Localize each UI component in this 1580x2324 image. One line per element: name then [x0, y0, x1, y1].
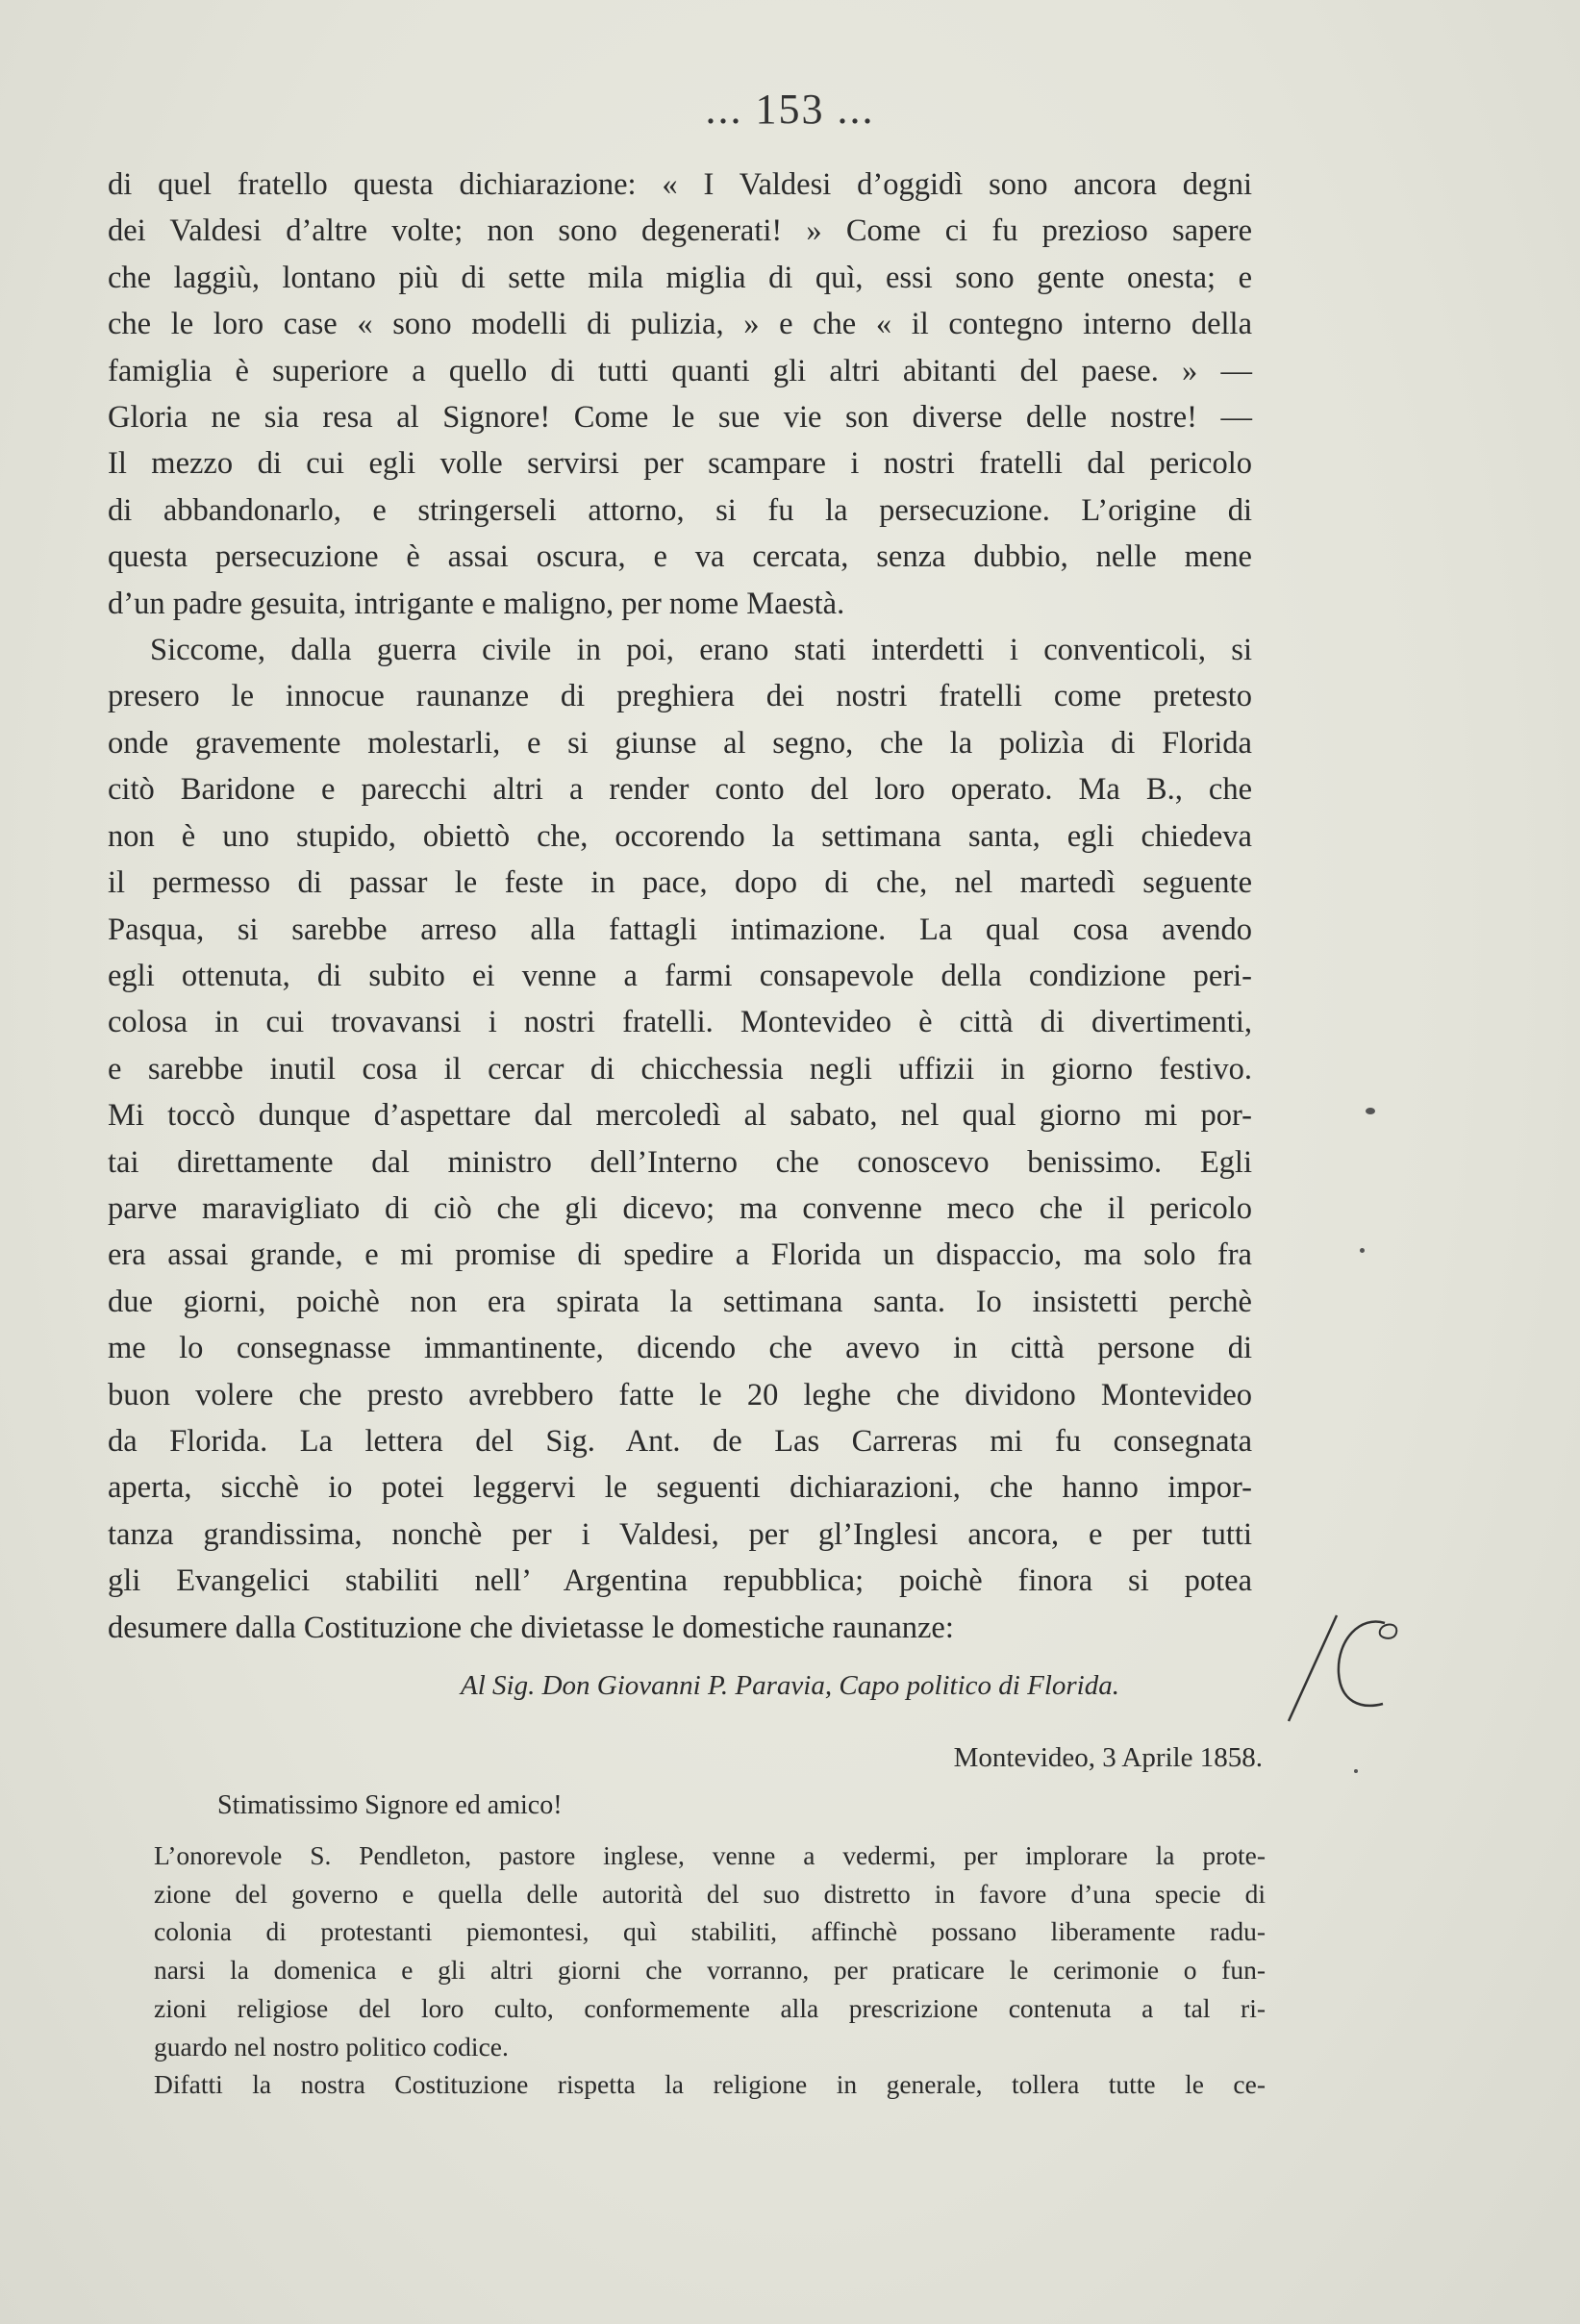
text-line: questa persecuzione è assai oscura, e va cercata, senza dubbio, nelle mene [108, 539, 1252, 575]
margin-dot [1360, 1248, 1365, 1253]
text-line: gli Evangelici stabiliti nell’ Argentina repubblica; poichè finora si potea [108, 1563, 1252, 1599]
text-line: e sarebbe inutil cosa il cercar di chicchessia negli uffizii in giorno festivo. [108, 1051, 1252, 1087]
text-line: era assai grande, e mi promise di spedire a Florida un dispaccio, ma solo fra [108, 1237, 1252, 1273]
text-line: colonia di protestanti piemontesi, quì stabiliti, affinchè possano liberamente radu- [154, 1916, 1266, 1947]
text-line: L’onorevole S. Pendleton, pastore inglese, venne a vedermi, per implorare la prote- [154, 1840, 1266, 1870]
letter-dateline: Montevideo, 3 Aprile 1858. [953, 1742, 1263, 1773]
text-line: colosa in cui trovavansi i nostri fratelli. Montevideo è città di divertimenti, [108, 1005, 1252, 1040]
text-line: citò Baridone e parecchi altri a render conto del loro operato. Ma B., che [108, 772, 1252, 808]
margin-dot [1366, 1108, 1375, 1114]
text-line: zione del governo e quella delle autorità del suo distretto in favore d’una specie di [154, 1878, 1266, 1909]
text-line: me lo consegnasse immantinente, dicendo che avevo in città persone di [108, 1331, 1252, 1366]
text-line: da Florida. La lettera del Sig. Ant. de Las Carreras mi fu consegnata [108, 1423, 1252, 1459]
text-line: parve maravigliato di ciò che gli dicevo; ma convenne meco che il pericolo [108, 1190, 1252, 1226]
text-line: il permesso di passar le feste in pace, dopo di che, nel martedì seguente [108, 865, 1252, 901]
text-line: non è uno stupido, obiettò che, occorendo la settimana santa, egli chiedeva [108, 818, 1252, 854]
text-line: aperta, sicchè io potei leggervi le seguenti dichiarazioni, che hanno impor- [108, 1470, 1252, 1506]
text-line: Pasqua, si sarebbe arreso alla fattagli intimazione. La qual cosa avendo [108, 912, 1252, 947]
text-line: zioni religiose del loro culto, conformemente alla prescrizione contenuta a tal ri- [154, 1992, 1266, 2023]
text-line: Il mezzo di cui egli volle servirsi per scampare i nostri fratelli dal pericolo [108, 446, 1252, 482]
text-line: tai direttamente dal ministro dell’Interno che conoscevo benissimo. Egli [108, 1144, 1252, 1180]
pencil-annotation-icon [1269, 1596, 1414, 1740]
text-line: d’un padre gesuita, intrigante e maligno, per nome Maestà. [108, 586, 845, 621]
text-line: buon volere che presto avrebbero fatte le 20 leghe che dividono Montevideo [108, 1377, 1252, 1412]
text-line: due giorni, poichè non era spirata la settimana santa. Io insistetti perchè [108, 1284, 1252, 1319]
paragraph-2 [108, 627, 1252, 1651]
text-line: Mi toccò dunque d’aspettare dal mercoledì al sabato, nel qual giorno mi por- [108, 1098, 1252, 1134]
text-line: desumere dalla Costituzione che divietasse le domestiche raunanze: [108, 1610, 954, 1645]
text-line: narsi la domenica e gli altri giorni che vorranno, per praticare le cerimonie o fun- [154, 1955, 1266, 1986]
text-line: Difatti la nostra Costituzione rispetta la religione in generale, tollera tutte le ce- [154, 2069, 1266, 2100]
text-line: che laggiù, lontano più di sette mila miglia di quì, essi sono gente onesta; e [108, 260, 1252, 295]
text-line: guardo nel nostro politico codice. [154, 2031, 509, 2062]
text-line: egli ottenuta, di subito ei venne a farmi consapevole della condizione peri- [108, 958, 1252, 993]
text-line: Siccome, dalla guerra civile in poi, erano stati interdetti i conventicoli, si [150, 633, 1252, 668]
margin-dot [1354, 1769, 1358, 1773]
text-line: famiglia è superiore a quello di tutti quanti gli altri abitanti del paese. » — [108, 353, 1252, 388]
page-number: ... 153 ... [705, 86, 875, 133]
text-line: di quel fratello questa dichiarazione: « I Valdesi d’oggidì sono ancora degni [108, 167, 1252, 202]
letter-body [154, 1837, 1266, 2104]
text-line: Gloria ne sia resa al Signore! Come le sue vie son diverse delle nostre! — [108, 400, 1252, 436]
paragraph-1 [108, 162, 1252, 627]
text-line: che le loro case « sono modelli di pulizia, » e che « il contegno interno della [108, 307, 1252, 342]
body-text [108, 162, 1252, 1651]
text-line: dei Valdesi d’altre volte; non sono degenerati! » Come ci fu prezioso sapere [108, 213, 1252, 249]
text-line: di abbandonarlo, e stringerseli attorno, si fu la persecuzione. L’origine di [108, 492, 1252, 528]
letter-salutation: Stimatissimo Signore ed amico! [217, 1790, 563, 1820]
text-line: tanza grandissima, nonchè per i Valdesi, per gl’Inglesi ancora, e per tutti [108, 1516, 1252, 1552]
letter-address: Al Sig. Don Giovanni P. Paravia, Capo politico di Florida. [461, 1670, 1119, 1701]
text-line: presero le innocue raunanze di preghiera dei nostri fratelli come pretesto [108, 679, 1252, 714]
text-line: onde gravemente molestarli, e si giunse al segno, che la polizìa di Florida [108, 725, 1252, 761]
